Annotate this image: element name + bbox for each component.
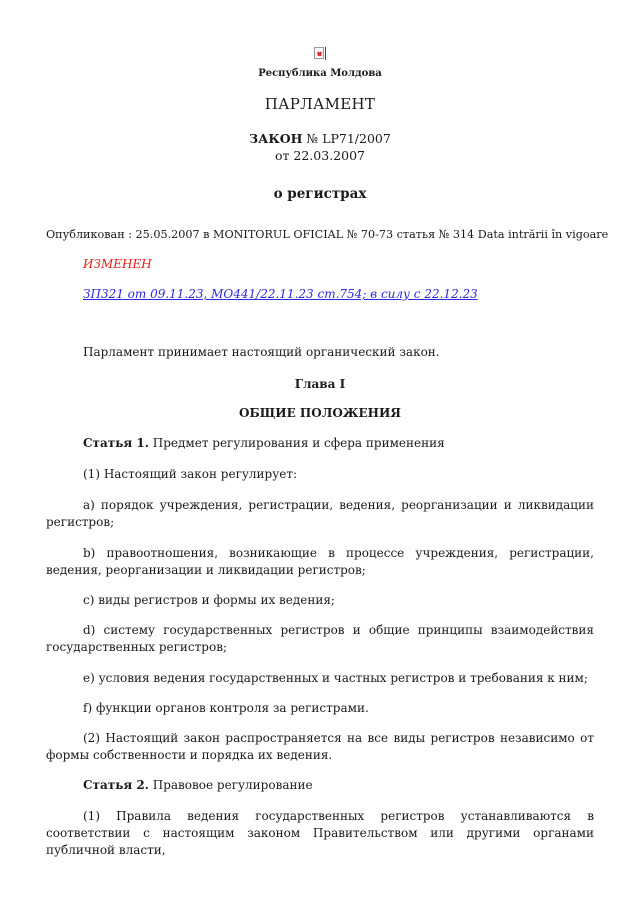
article-1-p1-intro: (1) Настоящий закон регулирует: (83, 467, 298, 481)
list-item-b: b) правоотношения, возникающие в процессе учреждения, регистрации, ведения, реорганизации и ликвидации регистров; (46, 546, 594, 577)
issuer-title: ПАРЛАМЕНТ (264, 95, 376, 113)
law-number: № LP71/2007 (306, 131, 391, 146)
image-border (325, 47, 326, 60)
chapter-number: Глава I (294, 377, 346, 391)
amended-status: ИЗМЕНЕН (83, 257, 152, 271)
list-item-a: a) порядок учреждения, регистрации, ведения, реорганизации и ликвидации регистров; (46, 498, 594, 529)
law-number-line (0, 131, 640, 146)
list-item-d: d) систему государственных регистров и общие принципы взаимодействия государственных регистров; (46, 623, 594, 654)
list-item-c: c) виды регистров и формы их ведения; (83, 593, 335, 607)
publication-info: Опубликован : 25.05.2007 в MONITORUL OFICIAL № 70-73 статья № 314 Data intrării în vigoare (46, 228, 609, 241)
amendment-link[interactable]: ЗП321 от 09.11.23, MO441/22.11.23 ст.754; в силу с 22.12.23 (83, 287, 478, 301)
list-item-e: e) условия ведения государственных и частных регистров и требования к ним; (83, 671, 588, 685)
article-1-label: Статья 1. (83, 436, 149, 450)
country-name: Республика Молдова (258, 68, 382, 79)
article-1-title: Предмет регулирования и сфера применения (152, 436, 445, 450)
law-type: ЗАКОН (249, 131, 303, 146)
article-2-title: Правовое регулирование (152, 778, 313, 792)
chapter-title: ОБЩИЕ ПОЛОЖЕНИЯ (239, 406, 401, 420)
law-subject: о регистрах (273, 186, 367, 202)
article-2-label: Статья 2. (83, 778, 149, 792)
article-2-heading (46, 777, 594, 794)
list-item-f: f) функции органов контроля за регистрами. (83, 701, 369, 715)
article-1-p2: (2) Настоящий закон распространяется на все виды регистров независимо от формы собственности и порядка их ведения. (46, 731, 594, 762)
preamble: Парламент принимает настоящий органический закон. (83, 345, 440, 359)
law-date: от 22.03.2007 (275, 148, 365, 163)
article-1-heading (46, 435, 594, 452)
broken-image-icon (314, 47, 324, 59)
article-2-p1: (1) Правила ведения государственных регистров устанавливаются в соответствии с настоящим законом Правительством или другими органами публичной власти, (46, 809, 594, 857)
